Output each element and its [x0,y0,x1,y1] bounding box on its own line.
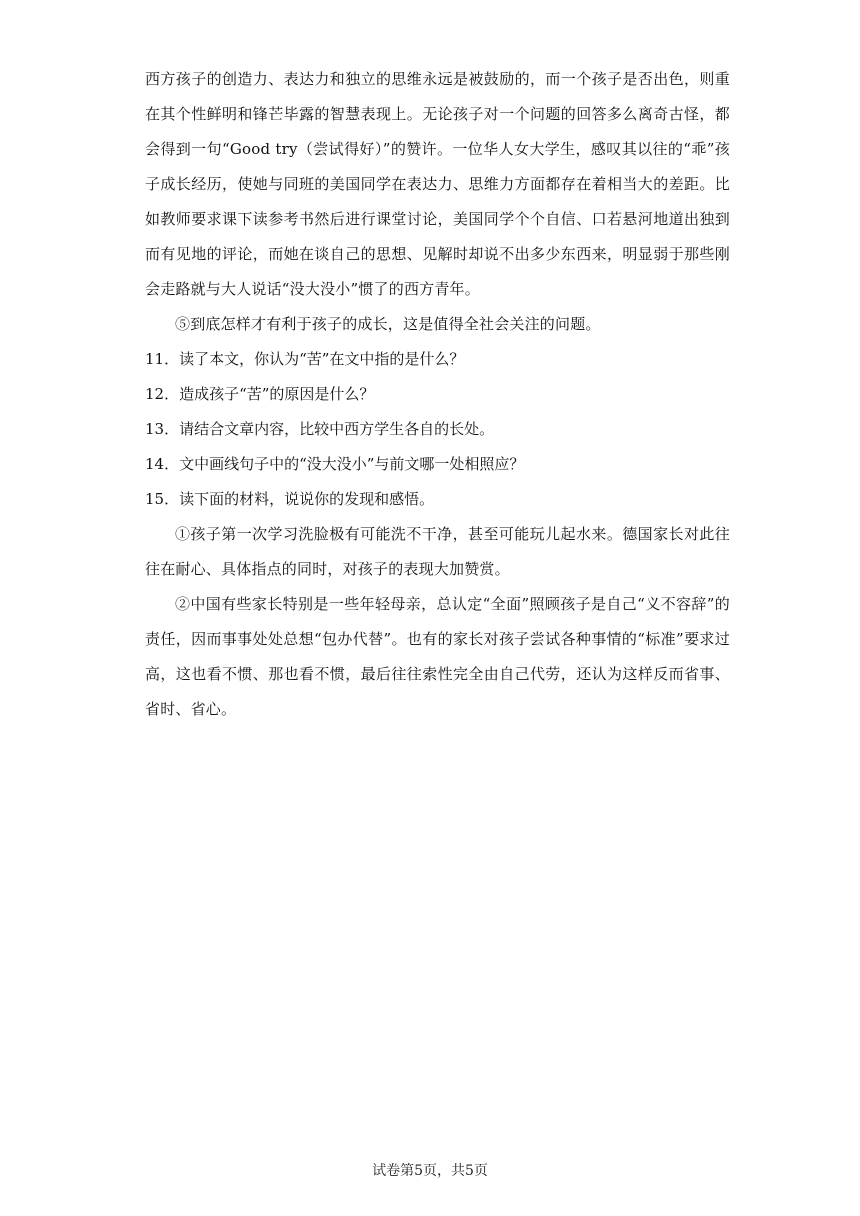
material-1: ①孩子第一次学习洗脸极有可能洗不干净，甚至可能玩儿起水来。德国家长对此往往在耐心、具体指点的同时，对孩子的表现大加赞赏。 [145,525,730,578]
question-text: 读了本文，你认为“苦”在文中指的是什么？ [179,350,465,368]
question-item [145,342,730,377]
question-number: 11． [145,350,180,368]
question-item [145,412,730,447]
question-number: 15． [145,490,180,508]
question-number: 14． [145,455,180,473]
question-item [145,482,730,517]
passage-paragraph-continuation: 西方孩子的创造力、表达力和独立的思维永远是被鼓励的，而一个孩子是否出色，则重在其个性鲜明和锋芒毕露的智慧表现上。无论孩子对一个问题的回答多么离奇古怪，都会得到一句“Good try（尝试得好）”的赞许。一位华人女大学生，感叹其以往的“乖”孩子成长经历，使她与同班的美国同学在表达力、思维力方面都存在着相当大的差距。比如教师要求课下读参考书然后进行课堂讨论，美国同学个个自信、口若悬河地道出独到而有见地的评论，而她在谈自己的思想、见解时却说不出多少东西来，明显弱于那些刚会走路就与大人说话“没大没小”惯了的西方青年。 [145,70,730,298]
question-number: 12． [145,385,180,403]
material-2: ②中国有些家长特别是一些年轻母亲，总认定“全面”照顾孩子是自己“义不容辞”的责任，因而事事处处总想“包办代替”。也有的家长对孩子尝试各种事情的“标准”要求过高，这也看不惯、那也看不惯，最后往往索性完全由自己代劳，还认为这样反而省事、省时、省心。 [145,595,730,718]
question-list [145,342,730,517]
question-number: 13． [145,420,180,438]
question-item [145,377,730,412]
question-text: 造成孩子“苦”的原因是什么？ [179,385,375,403]
page-footer: 试卷第5页，共5页 [372,1163,488,1179]
question-text: 请结合文章内容，比较中西方学生各自的长处。 [179,420,495,438]
page-content [145,62,730,727]
question-text: 读下面的材料，说说你的发现和感悟。 [179,490,435,508]
passage-paragraph-5: ⑤到底怎样才有利于孩子的成长，这是值得全社会关注的问题。 [175,315,601,333]
question-text: 文中画线句子中的“没大没小”与前文哪一处相照应？ [179,455,525,473]
question-item [145,447,730,482]
